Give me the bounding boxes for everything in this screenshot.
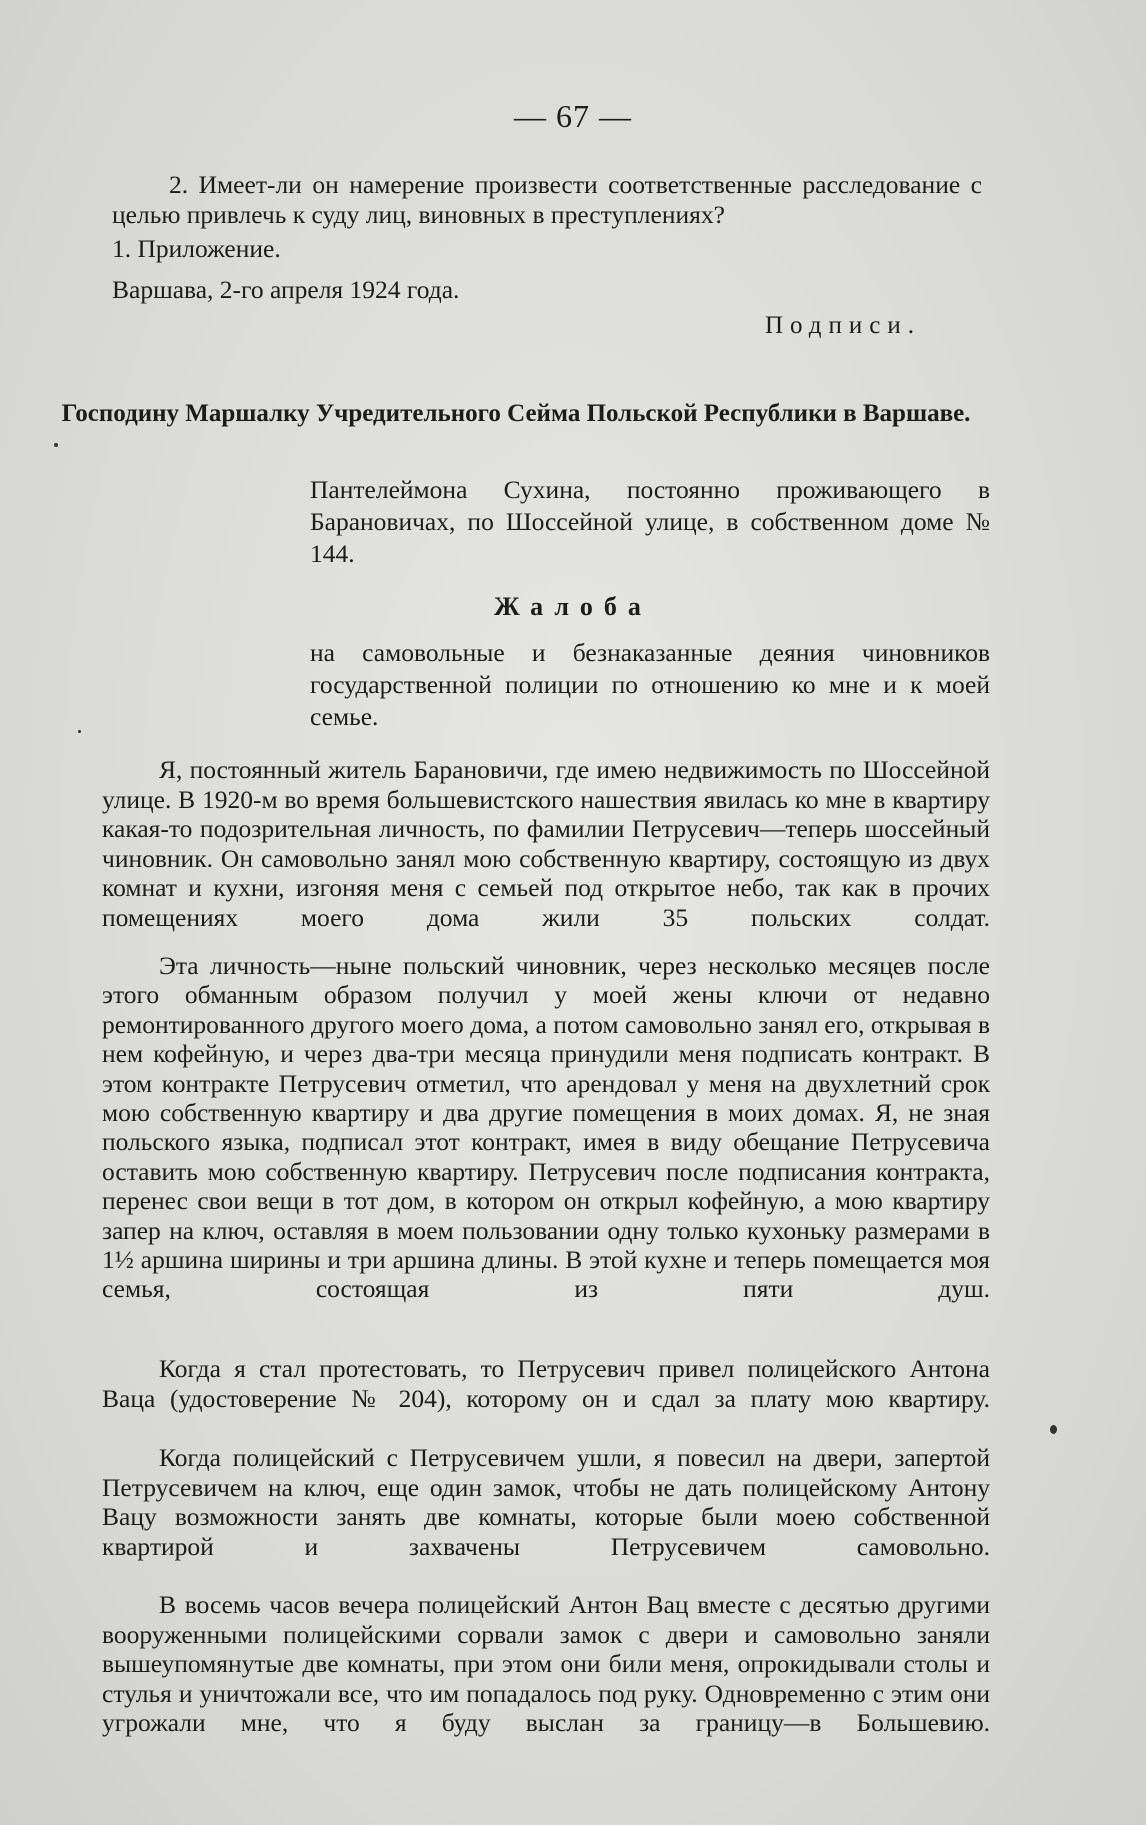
addressee: Господину Маршалку Учредительного Сейма Польской Республики в Варшаве. <box>61 400 971 427</box>
attachment-note: 1. Приложение. <box>112 234 281 263</box>
ink-speck <box>54 443 58 447</box>
ink-speck <box>78 730 81 733</box>
paragraph-1: Я, постоянный житель Барановичи, где имею недвижимость по Шоссейной улице. В 1920-м во время большевистского нашествия явилась ко мне в квартиру какая-то подозрительная личность, по фамилии Петрусевич—теперь шоссейный чиновник. Он самовольно занял мою собственную квартиру, состоящую из двух комнат и кухни, изгоняя меня с семьей под открытое небо, так как в прочих помещениях моего дома жили 35 польских солдат. <box>102 755 990 932</box>
sender-info: Пантелеймона Сухина, постоянно проживающего в Барановичах, по Шоссейной улице, в собственном доме № 144. <box>310 475 990 568</box>
place-date: Варшава, 2-го апреля 1924 года. <box>112 275 460 304</box>
complaint-subject: на самовольные и безнаказанные деяния чиновников государственной полиции по отношению ко мне и к моей семье. <box>310 638 990 731</box>
document-heading: Жалоба <box>494 592 652 621</box>
question-2: 2. Имеет-ли он намерение произвести соответственные расследование с целью привлечь к суду лиц, виновных в преступлениях? <box>112 170 982 229</box>
page-number: — 67 — <box>514 98 632 134</box>
ink-speck <box>1050 1425 1057 1434</box>
paragraph-4: Когда полицейский с Петрусевичем ушли, я повесил на двери, запертой Петрусевичем на ключ, еще один замок, чтобы не дать полицейскому Антону Вацу возможности занять две комнаты, которые были моею собственной квартирой и захвачены Петрусевичем самовольно. <box>102 1443 990 1561</box>
paragraph-5: В восемь часов вечера полицейский Антон Вац вместе с десятью другими вооруженными полицейскими сорвали замок с двери и самовольно заняли вышеупомянутые две комнаты, при этом они били меня, опрокидывали столы и стулья и уничтожали все, что им попадалось под руку. Одновременно с этим они угрожали мне, что я буду выслан за границу—в Большевию. <box>102 1590 990 1737</box>
paragraph-3: Когда я стал протестовать, то Петрусевич привел полицейского Антона Ваца (удостоверение № 204), которому он и сдал за плату мою квартиру. <box>102 1354 990 1413</box>
signatures-label: Подписи. <box>764 312 921 339</box>
paragraph-2: Эта личность—ныне польский чиновник, через несколько месяцев после этого обманным образом получил у моей жены ключи от недавно ремонтированного другого моего дома, а потом самовольно занял его, открывая в нем кофейную, и через два-три месяца принудили меня подписать контракт. В этом контракте Петрусевич отметил, что арендовал у меня на двухлетний срок мою собственную квартиру и два другие помещения в моих домах. Я, не зная польского языка, подписал этот контракт, имея в виду обещание Петрусевича оставить мою собственную квартиру. Петрусевич после подписания контракта, перенес свои вещи в тот дом, в котором он открыл кофейную, а мою квартиру запер на ключ, оставляя в моем пользовании одну только кухоньку размерами в 1½ аршина ширины и три аршина длины. В этой кухне и теперь помещается моя семья, состоящая из пяти душ. <box>102 951 990 1304</box>
